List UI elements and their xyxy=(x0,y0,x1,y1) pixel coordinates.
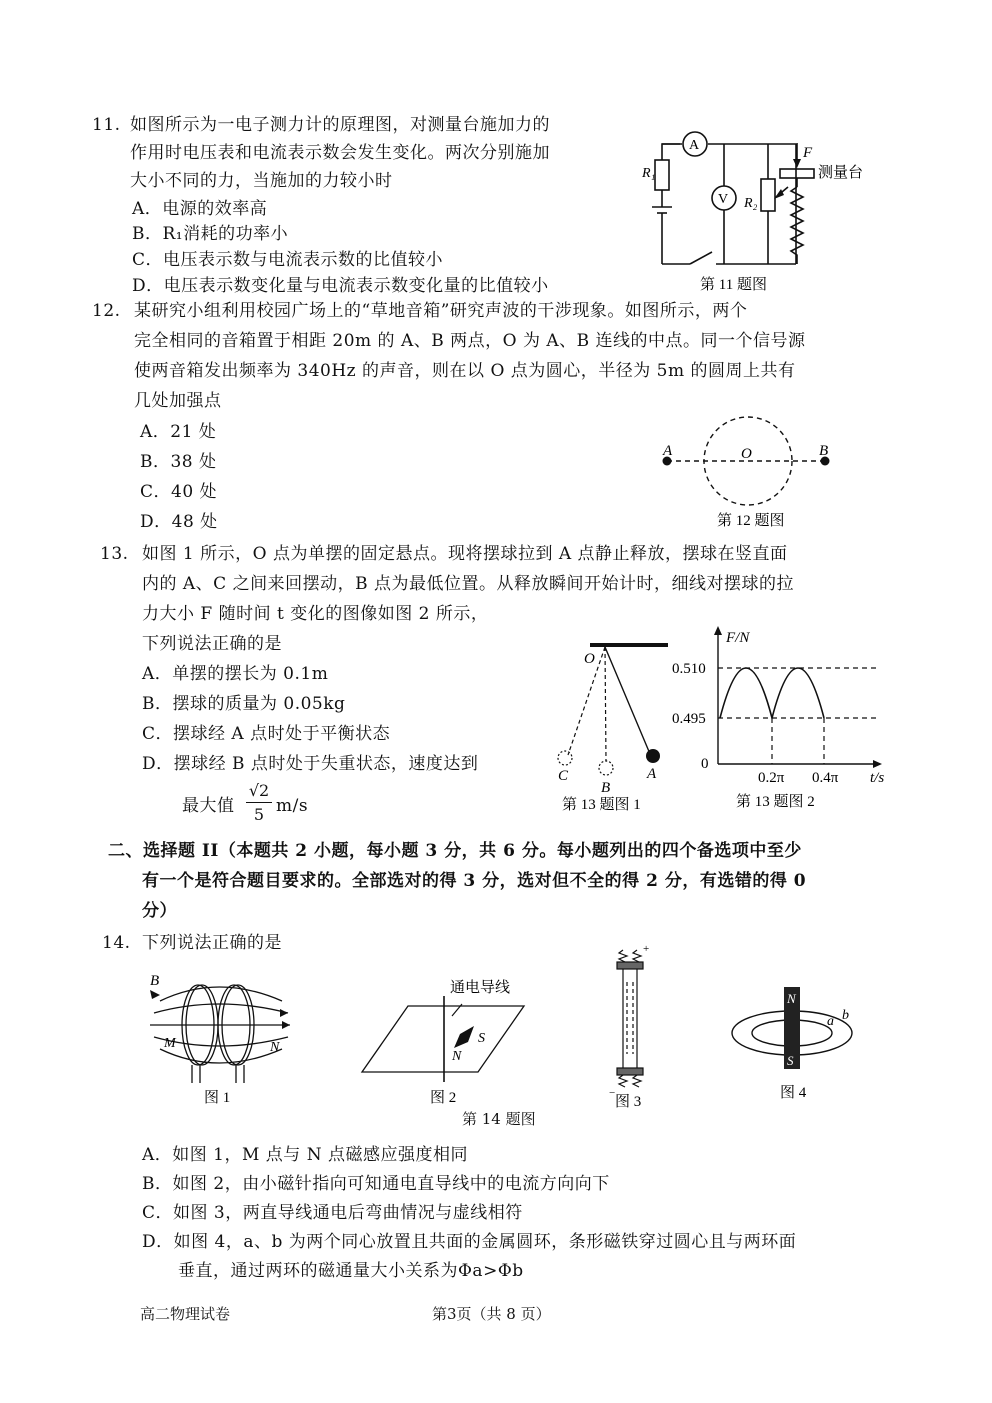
q14-fig2-wire-label: 通电导线 xyxy=(450,980,511,996)
q14-stem: 下列说法正确的是 xyxy=(142,933,282,953)
section2-line1: 二、选择题 II（本题共 2 小题，每小题 3 分，共 6 分。每小题列出的四个备选项中至少 xyxy=(108,841,802,861)
q11-option-c: C．电压表示数与电流表示数的比值较小 xyxy=(132,250,444,270)
q11-r2-label: R₂ xyxy=(744,196,758,211)
q14-fig1-b: B xyxy=(150,973,160,989)
q13-stem-line1: 如图 1 所示，O 点为单摆的固定悬点。现将摆球拉到 A 点静止释放，摆球在竖直面 xyxy=(142,544,788,564)
q13-option-d-fraction xyxy=(246,780,272,827)
q14-figure-caption: 第 14 题图 xyxy=(462,1110,536,1128)
q13-stem-line3: 力大小 F 随时间 t 变化的图像如图 2 所示， xyxy=(142,604,489,624)
q14-option-d: D．如图 4，a、b 为两个同心放置且共面的金属圆环，条形磁铁穿过圆心且与两环面 xyxy=(142,1232,797,1252)
q14-fig3-parallel-wires xyxy=(605,942,655,1110)
q14-fig3-label: 图 3 xyxy=(615,1094,642,1110)
q13-option-a: A．单摆的摆长为 0.1m xyxy=(142,664,329,684)
q12-stem-line3: 使两音箱发出频率为 340Hz 的声音，则在以 O 点为圆心，半径为 5m 的圆周上共有 xyxy=(134,361,796,381)
q14-fig4-ring-b: b xyxy=(842,1008,849,1023)
q11-r1-label: R₁ xyxy=(642,166,656,181)
q14-fig1-n: N xyxy=(270,1040,280,1055)
q12-interference-diagram xyxy=(655,415,845,533)
q13-graph-y-low: 0.495 xyxy=(672,711,706,727)
q13-option-b: B．摆球的质量为 0.05kg xyxy=(142,694,346,714)
q11-stem-line3: 大小不同的力，当施加的力较小时 xyxy=(130,171,393,191)
q11-stem-line2: 作用时电压表和电流表示数会发生变化。两次分别施加 xyxy=(130,143,550,163)
q14-fig3-plus: + xyxy=(643,943,650,955)
q13-graph-x1: 0.2π xyxy=(758,770,785,786)
q11-number: 11. xyxy=(92,115,121,135)
q13-point-a: A xyxy=(647,766,657,782)
q13-option-d-prefix: 最大值 xyxy=(182,796,235,816)
q13-pendulum-diagram xyxy=(550,633,680,813)
q12-stem-line4: 几处加强点 xyxy=(134,391,222,411)
q12-option-b: B．38 处 xyxy=(140,452,217,472)
q14-fig2-needle-s: S xyxy=(478,1031,485,1046)
q14-fig1-label: 图 1 xyxy=(204,1090,231,1106)
q11-figure-caption: 第 11 题图 xyxy=(700,277,767,293)
q12-option-c: C．40 处 xyxy=(140,482,218,502)
q11-ammeter-label: A xyxy=(689,138,700,153)
q13-option-c: C．摆球经 A 点时处于平衡状态 xyxy=(142,724,391,744)
q13-force-time-graph xyxy=(668,622,900,814)
q14-fig4-magnet-rings xyxy=(730,985,860,1105)
q14-option-b: B．如图 2，由小磁针指向可知通电直导线中的电流方向向下 xyxy=(142,1174,610,1194)
q13-fig2-caption: 第 13 题图 2 xyxy=(736,794,815,810)
section2-line3: 分） xyxy=(142,901,177,921)
q12-stem-line2: 完全相同的音箱置于相距 20m 的 A、B 两点，O 为 A、B 连线的中点。同一个信号源 xyxy=(134,331,806,351)
q12-point-a: A xyxy=(663,443,673,459)
q12-number: 12. xyxy=(92,301,121,321)
q13-graph-origin: 0 xyxy=(701,756,709,772)
q14-fig2-needle-n: N xyxy=(452,1049,462,1064)
q11-option-a: A．电源的效率高 xyxy=(132,199,268,219)
q11-option-b: B．R₁消耗的功率小 xyxy=(132,224,289,244)
q12-figure-caption: 第 12 题图 xyxy=(717,513,785,529)
q11-force-label: F xyxy=(803,145,813,161)
q13-number: 13. xyxy=(100,544,129,564)
q13-point-o: O xyxy=(584,651,595,667)
q11-circuit-diagram xyxy=(640,125,890,300)
q13-option-d-unit: m/s xyxy=(276,796,309,816)
fraction-numerator: √2 xyxy=(246,780,272,803)
q14-option-a: A．如图 1，M 点与 N 点磁感应强度相同 xyxy=(142,1145,468,1165)
q13-point-c: C xyxy=(558,768,569,784)
q14-fig3-minus: − xyxy=(609,1087,616,1099)
q13-graph-ylabel: F/N xyxy=(726,630,750,646)
q11-stem-line1: 如图所示为一电子测力计的原理图，对测量台施加力的 xyxy=(130,115,550,135)
section2-line2: 有一个是符合题目要求的。全部选对的得 3 分，选对但不全的得 2 分，有选错的得 0 xyxy=(142,871,807,891)
q13-stem-line2: 内的 A、C 之间来回摆动，B 点为最低位置。从释放瞬间开始计时，细线对摆球的拉 xyxy=(142,574,794,594)
q12-option-d: D．48 处 xyxy=(140,512,218,532)
q14-fig4-magnet-s: S xyxy=(787,1053,794,1068)
q11-voltmeter-label: V xyxy=(718,192,729,207)
q11-platform-label: 测量台 xyxy=(818,165,864,181)
q14-option-c: C．如图 3，两直导线通电后弯曲情况与虚线相符 xyxy=(142,1203,523,1223)
q14-fig2-wire xyxy=(360,970,535,1110)
q14-option-d-continued: 垂直，通过两环的磁通量大小关系为Φa>Φb xyxy=(178,1261,524,1281)
q11-option-d: D．电压表示数变化量与电流表示数变化量的比值较小 xyxy=(132,276,549,296)
q14-fig1-m: M xyxy=(164,1036,176,1051)
q13-option-d: D．摆球经 B 点时处于失重状态，速度达到 xyxy=(142,754,479,774)
q14-fig4-label: 图 4 xyxy=(780,1085,807,1101)
q13-graph-x2: 0.4π xyxy=(812,770,839,786)
q14-fig1-coils xyxy=(140,965,310,1110)
q12-point-b: B xyxy=(819,443,829,459)
q14-fig4-ring-a: a xyxy=(827,1014,834,1029)
q13-fig1-caption: 第 13 题图 1 xyxy=(562,797,641,813)
footer-page-number: 第3页（共 8 页） xyxy=(432,1305,551,1323)
q12-point-o: O xyxy=(741,446,752,462)
footer-subject: 高二物理试卷 xyxy=(140,1305,231,1323)
q13-point-b: B xyxy=(601,780,611,796)
q13-graph-xlabel: t/s xyxy=(870,770,885,786)
q14-fig4-magnet-n: N xyxy=(787,991,796,1006)
q13-graph-y-high: 0.510 xyxy=(672,661,706,677)
q13-stem-line4: 下列说法正确的是 xyxy=(142,634,282,654)
q12-option-a: A．21 处 xyxy=(140,422,217,442)
q14-fig2-label: 图 2 xyxy=(430,1090,457,1106)
fraction-denominator: 5 xyxy=(253,805,265,824)
q14-number: 14. xyxy=(102,933,131,953)
q12-stem-line1: 某研究小组利用校园广场上的“草地音箱”研究声波的干涉现象。如图所示，两个 xyxy=(134,301,748,321)
